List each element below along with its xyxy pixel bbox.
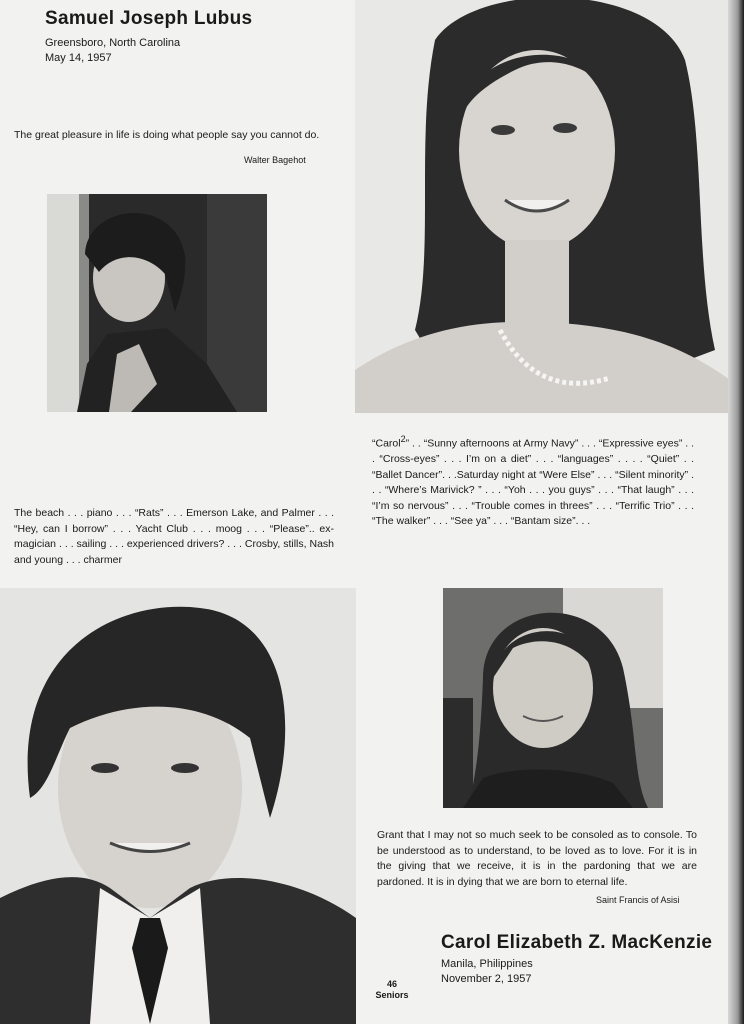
photo-carol-candid <box>443 588 663 808</box>
senior-name-samuel: Samuel Joseph Lubus <box>45 8 253 29</box>
senior-birthplace-samuel: Greensboro, North Carolina <box>45 37 181 49</box>
quote-author-samuel: Walter Bagehot <box>244 155 306 165</box>
page-spine-shadow <box>728 0 744 1024</box>
photo-samuel-portrait <box>0 588 356 1024</box>
page-section: Seniors <box>375 990 409 1000</box>
senior-name-carol: Carol Elizabeth Z. MacKenzie <box>441 932 713 953</box>
caption-samuel: The beach . . . piano . . . “Rats” . . . Emerson Lake, and Palmer . . . “Hey, can I borrow” . . . Yacht Club . . . moog . . . “Please”.. ex-magician . . . sailing . . . experienced drivers? . . . Crosby, stills, Nash and young . . . charmer <box>14 507 334 566</box>
senior-birthdate-carol: November 2, 1957 <box>441 973 532 985</box>
caption-carol-body: ” . . “Sunny afternoons at Army Navy” . . . “Expressive eyes” . . . “Cross-eyes” . . . I’m on a diet” . . . “languages” . . . . “Quiet” . . “Ballet Dancer”. . .Saturday night at “Were Else” . . . “Silent minority” . . . “Where’s Marivick? ” . . . “Yoh . . . you guys” . . . “That laugh” . . . “I’m so nervous” . . . “Trouble comes in threes” . . . “Terrific Trio” . . . “The walker” . . . “See ya” . . . “Bantam size”. . . <box>372 437 694 527</box>
senior-birthdate-samuel: May 14, 1957 <box>45 52 112 64</box>
quote-samuel: The great pleasure in life is doing what people say you cannot do. <box>14 129 320 141</box>
senior-birthplace-carol: Manila, Philippines <box>441 958 533 970</box>
page-number: 46 <box>386 979 397 989</box>
photo-carol-portrait <box>355 0 730 413</box>
quote-author-carol: Saint Francis of Asisi <box>596 895 680 905</box>
page-folio <box>372 979 412 1001</box>
caption-carol <box>372 432 694 530</box>
photo-samuel-candid <box>47 194 267 412</box>
caption-carol-superscript: 2 <box>400 434 406 444</box>
quote-carol: Grant that I may not so much seek to be consoled as to console. To be understood as to understand, to be loved as to love. For it is in the giving that we receive, it is in the pardoning that we are pardoned. It is in dying that we are born to eternal life. <box>377 829 697 888</box>
caption-carol-lead: “Carol <box>372 437 401 450</box>
